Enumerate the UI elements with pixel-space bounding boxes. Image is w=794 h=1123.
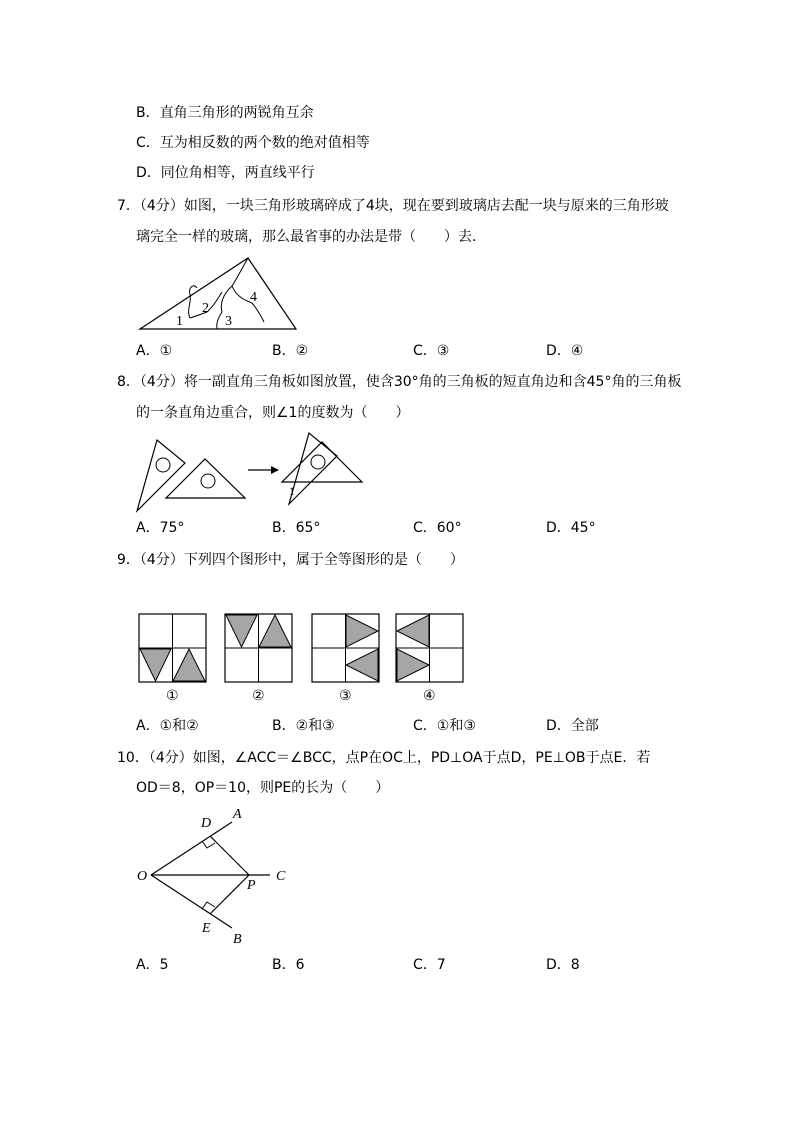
q8-angle-label: 1 (289, 484, 295, 498)
q9-stem: 9．（4分）下列四个图形中，属于全等图形的是（ ） (117, 552, 464, 568)
q10-label-o: O (137, 869, 148, 884)
q10-label-b: B (233, 932, 242, 947)
q10-option-d: D．8 (546, 957, 580, 973)
q8-option-b: B．65° (272, 520, 321, 536)
q9-caption-4: ④ (423, 688, 436, 704)
q6-option-d: D．同位角相等，两直线平行 (136, 165, 315, 181)
q9-option-d: D．全部 (546, 718, 599, 734)
q7-label-2: 2 (202, 301, 209, 316)
q10-label-c: C (276, 869, 286, 884)
q7-stem-line2: 璃完全一样的玻璃，那么最省事的办法是带（ ）去． (136, 229, 486, 245)
q9-option-c: C．①和③ (413, 718, 476, 734)
q10-label-a: A (233, 807, 242, 822)
q9-caption-2: ② (252, 688, 265, 704)
q8-stem-line1: 8．（4分）将一副直角三角板如图放置，使含30°角的三角板的短直角边和含45°角的三角板 (117, 374, 682, 390)
q10-option-b: B．6 (272, 957, 305, 973)
q6-option-b: B．直角三角形的两锐角互余 (136, 105, 314, 121)
q10-stem-line2: OD＝8，OP＝10，则PE的长为（ ） (136, 780, 390, 796)
q7-option-c: C．③ (413, 343, 450, 359)
q9-caption-1: ① (166, 688, 179, 704)
q10-label-d: D (201, 816, 212, 831)
q10-stem-line1: 10．（4分）如图，∠ACC＝∠BCC，点P在OC上，PD⊥OA于点D，PE⊥OB于点E．若 (117, 750, 651, 766)
q8-option-d: D．45° (546, 520, 596, 536)
q10-option-a: A．5 (136, 957, 169, 973)
q8-option-a: A．75° (136, 520, 185, 536)
q9-caption-3: ③ (339, 688, 352, 704)
q10-option-c: C．7 (413, 957, 446, 973)
q10-label-p: P (247, 878, 256, 893)
q8-option-c: C．60° (413, 520, 462, 536)
q7-option-a: A．① (136, 343, 173, 359)
q7-label-3: 3 (225, 314, 232, 329)
q8-stem-line2: 的一条直角边重合，则∠1的度数为（ ） (136, 405, 410, 421)
q7-stem-line1: 7．（4分）如图，一块三角形玻璃碎成了4块，现在要到玻璃店去配一块与原来的三角形玻 (117, 198, 669, 214)
q10-label-e: E (202, 921, 211, 936)
q7-label-1: 1 (176, 314, 183, 329)
q6-option-c: C．互为相反数的两个数的绝对值相等 (136, 135, 370, 151)
q9-option-a: A．①和② (136, 718, 199, 734)
q9-option-b: B．②和③ (272, 718, 335, 734)
q7-label-4: 4 (250, 290, 257, 305)
q7-option-b: B．② (272, 343, 309, 359)
q7-option-d: D．④ (546, 343, 584, 359)
